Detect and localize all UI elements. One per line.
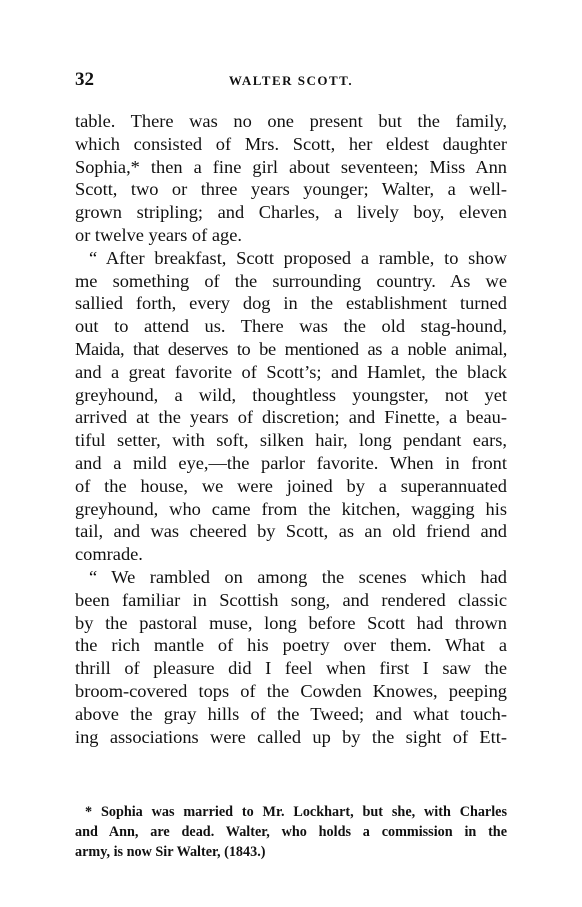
text-line: by the pastoral muse, long before Scott had thrown bbox=[75, 612, 507, 633]
text-line: tiful setter, with soft, silken hair, long pendant ears, bbox=[75, 430, 507, 451]
text-line: or twelve years of age. bbox=[75, 224, 242, 245]
text-line: Maida, that deserves to be mentioned as a noble animal, bbox=[75, 338, 507, 359]
body-text bbox=[75, 110, 507, 748]
text-line: and a mild eye,—the parlor favorite. When in front bbox=[75, 452, 507, 473]
footnote bbox=[75, 802, 507, 862]
text-line: greyhound, a wild, thoughtless youngster, not yet bbox=[75, 384, 507, 405]
text-line: and a great favorite of Scott’s; and Hamlet, the black bbox=[75, 361, 507, 382]
running-title: WALTER SCOTT. bbox=[228, 73, 354, 88]
text-line: sallied forth, every dog in the establishment turned bbox=[75, 293, 507, 314]
text-line: of the house, we were joined by a superannuated bbox=[75, 475, 507, 496]
text-line: me something of the surrounding country. As we bbox=[75, 270, 507, 291]
page-header bbox=[75, 68, 507, 92]
text-line: Sophia,* then a fine girl about seventeen; Miss Ann bbox=[75, 156, 507, 177]
footnote-line: army, is now Sir Walter, (1843.) bbox=[75, 844, 266, 860]
footnote-line: and Ann, are dead. Walter, who holds a commission in the bbox=[75, 824, 507, 840]
text-line: been familiar in Scottish song, and rendered classic bbox=[75, 589, 507, 610]
text-line: “ After breakfast, Scott proposed a ramble, to show bbox=[89, 247, 507, 268]
text-line: above the gray hills of the Tweed; and what touch- bbox=[75, 703, 507, 724]
footnote-line: * Sophia was married to Mr. Lockhart, but she, with Charles bbox=[85, 804, 507, 820]
text-line: tail, and was cheered by Scott, as an old friend and bbox=[75, 521, 507, 542]
text-line: ing associations were called up by the sight of Ett- bbox=[75, 726, 507, 747]
text-line: “ We rambled on among the scenes which had bbox=[89, 566, 507, 587]
text-line: broom-covered tops of the Cowden Knowes, peeping bbox=[75, 680, 507, 701]
text-line: the rich mantle of his poetry over them. What a bbox=[75, 635, 507, 656]
text-line: out to attend us. There was the old stag-hound, bbox=[75, 316, 507, 337]
text-line: arrived at the years of discretion; and Finette, a beau- bbox=[75, 407, 507, 428]
text-line: grown stripling; and Charles, a lively boy, eleven bbox=[75, 202, 507, 223]
text-line: greyhound, who came from the kitchen, wagging his bbox=[75, 498, 507, 519]
text-line: table. There was no one present but the family, bbox=[75, 111, 507, 131]
page-number: 32 bbox=[75, 69, 94, 90]
text-line: comrade. bbox=[75, 544, 143, 565]
text-line: which consisted of Mrs. Scott, her eldest daughter bbox=[75, 133, 507, 154]
text-line: thrill of pleasure did I feel when first I saw the bbox=[75, 658, 507, 679]
text-line: Scott, two or three years younger; Walter, a well- bbox=[75, 179, 507, 200]
